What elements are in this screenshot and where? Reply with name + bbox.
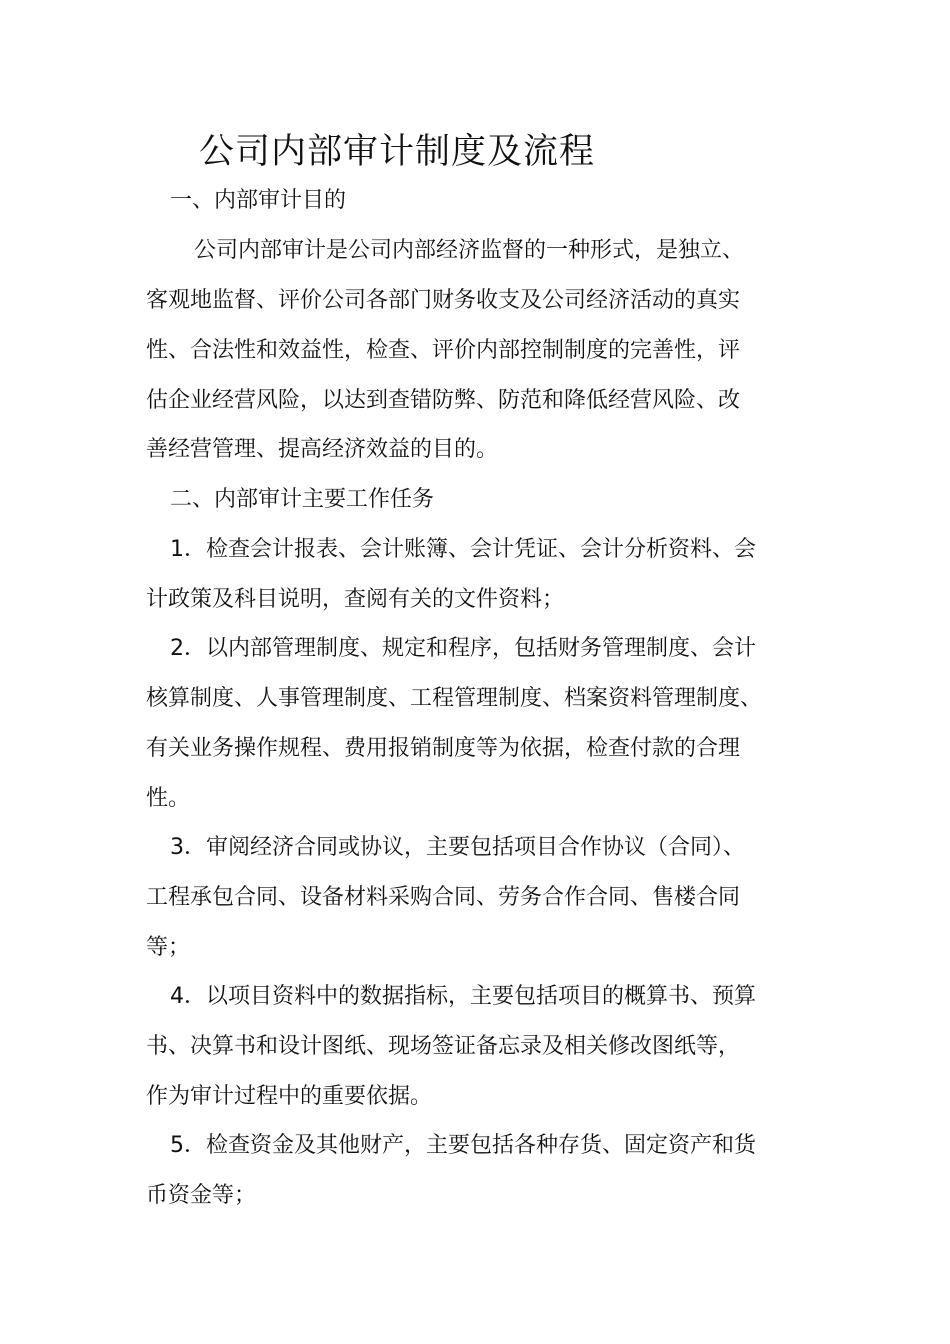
paragraph-line: 善经营管理、提高经济效益的目的。 (146, 437, 499, 462)
list-item-line: 工程承包合同、设备材料采购合同、劳务合作合同、售楼合同 (146, 885, 741, 910)
section-heading-tasks: 二、内部审计主要工作任务 (170, 487, 435, 512)
list-item-line: 2．以内部管理制度、规定和程序，包括财务管理制度、会计 (170, 636, 756, 661)
list-item-line: 作为审计过程中的重要依据。 (146, 1084, 433, 1109)
paragraph-line: 性、合法性和效益性，检查、评价内部控制制度的完善性，评 (146, 338, 741, 363)
paragraph-line: 公司内部审计是公司内部经济监督的一种形式，是独立、 (194, 238, 745, 263)
list-item-line: 3．审阅经济合同或协议，主要包括项目合作协议（合同）、 (170, 835, 745, 860)
list-item-line: 核算制度、人事管理制度、工程管理制度、档案资料管理制度、 (146, 686, 763, 711)
list-item-line: 5．检查资金及其他财产，主要包括各种存货、固定资产和货 (170, 1133, 756, 1158)
list-item-line: 性。 (146, 786, 191, 811)
document-title: 公司内部审计制度及流程 (199, 132, 596, 172)
paragraph-line: 估企业经营风险，以达到查错防弊、防范和降低经营风险、改 (146, 388, 741, 413)
list-item-line: 1．检查会计报表、会计账簿、会计凭证、会计分析资料、会 (170, 537, 756, 562)
list-item-line: 有关业务操作规程、费用报销制度等为依据，检查付款的合理 (146, 736, 741, 761)
section-heading-purpose: 一、内部审计目的 (170, 188, 347, 213)
list-item-line: 等； (146, 935, 191, 960)
list-item-line: 4．以项目资料中的数据指标，主要包括项目的概算书、预算 (170, 984, 756, 1009)
list-item-line: 计政策及科目说明，查阅有关的文件资料； (146, 587, 565, 612)
list-item-line: 书、决算书和设计图纸、现场签证备忘录及相关修改图纸等， (146, 1034, 741, 1059)
list-item-line: 币资金等； (146, 1183, 257, 1208)
paragraph-line: 客观地监督、评价公司各部门财务收支及公司经济活动的真实 (146, 288, 741, 313)
